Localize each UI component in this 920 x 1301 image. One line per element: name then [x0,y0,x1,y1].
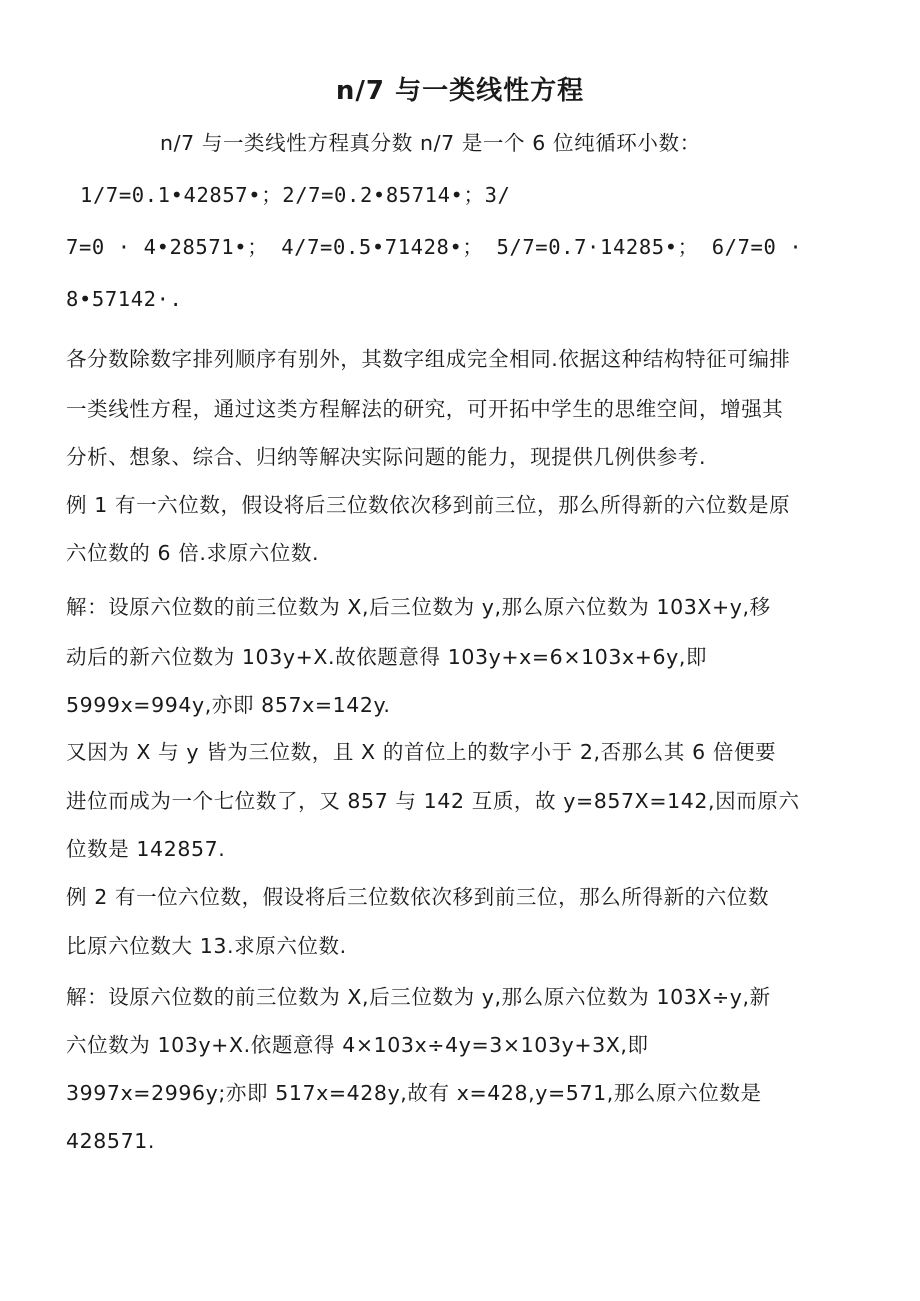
explanation-line: 又因为 X 与 y 皆为三位数，且 X 的首位上的数字小于 2,否那么其 6 倍便要 [66,740,777,764]
explanation-line: 进位而成为一个七位数了，又 857 与 142 互质，故 y=857X=142,因而原六 [66,789,800,813]
solution-1-line: 解：设原六位数的前三位数为 X,后三位数为 y,那么原六位数为 103X+y,移 [66,595,771,619]
paragraph-line: 各分数除数字排列顺序有别外，其数字组成完全相同.依据这种结构特征可编排 [66,347,791,371]
intro-line: n/7 与一类线性方程真分数 n/7 是一个 6 位纯循环小数： [160,131,701,155]
fraction-line-3: 8•57142·. [66,287,183,311]
solution-2-line: 解：设原六位数的前三位数为 X,后三位数为 y,那么原六位数为 103X÷y,新 [66,985,771,1009]
explanation-line: 位数是 142857. [66,837,226,861]
paragraph-line: 分析、想象、综合、归纳等解决实际问题的能力，现提供几例供参考. [66,445,707,469]
solution-2-line: 3997x=2996y;亦即 517x=428y,故有 x=428,y=571,那么原六位数是 [66,1081,762,1105]
fraction-line-2: 7=0 · 4•28571•； 4/7=0.5•71428•； 5/7=0.7·14285•； 6/7=0 · [66,235,803,259]
example-2-line: 比原六位数大 13.求原六位数. [66,934,347,958]
solution-1-line: 5999x=994y,亦即 857x=142y. [66,693,391,717]
page-title: n/7 与一类线性方程 [335,76,585,106]
example-2-line: 例 2 有一位六位数，假设将后三位数依次移到前三位，那么所得新的六位数 [66,885,770,909]
solution-1-line: 动后的新六位数为 103y+X.故依题意得 103y+x=6×103x+6y,即 [66,645,708,669]
example-1-line: 例 1 有一六位数，假设将后三位数依次移到前三位，那么所得新的六位数是原 [66,493,791,517]
solution-2-line: 428571. [66,1129,155,1153]
example-1-line: 六位数的 6 倍.求原六位数. [66,541,320,565]
solution-2-line: 六位数为 103y+X.依题意得 4×103x÷4y=3×103y+3X,即 [66,1033,649,1057]
paragraph-line: 一类线性方程，通过这类方程解法的研究，可开拓中学生的思维空间，增强其 [66,397,784,421]
fraction-line-1: 1/7=0.1•42857•；2/7=0.2•85714•；3/ [80,183,511,207]
